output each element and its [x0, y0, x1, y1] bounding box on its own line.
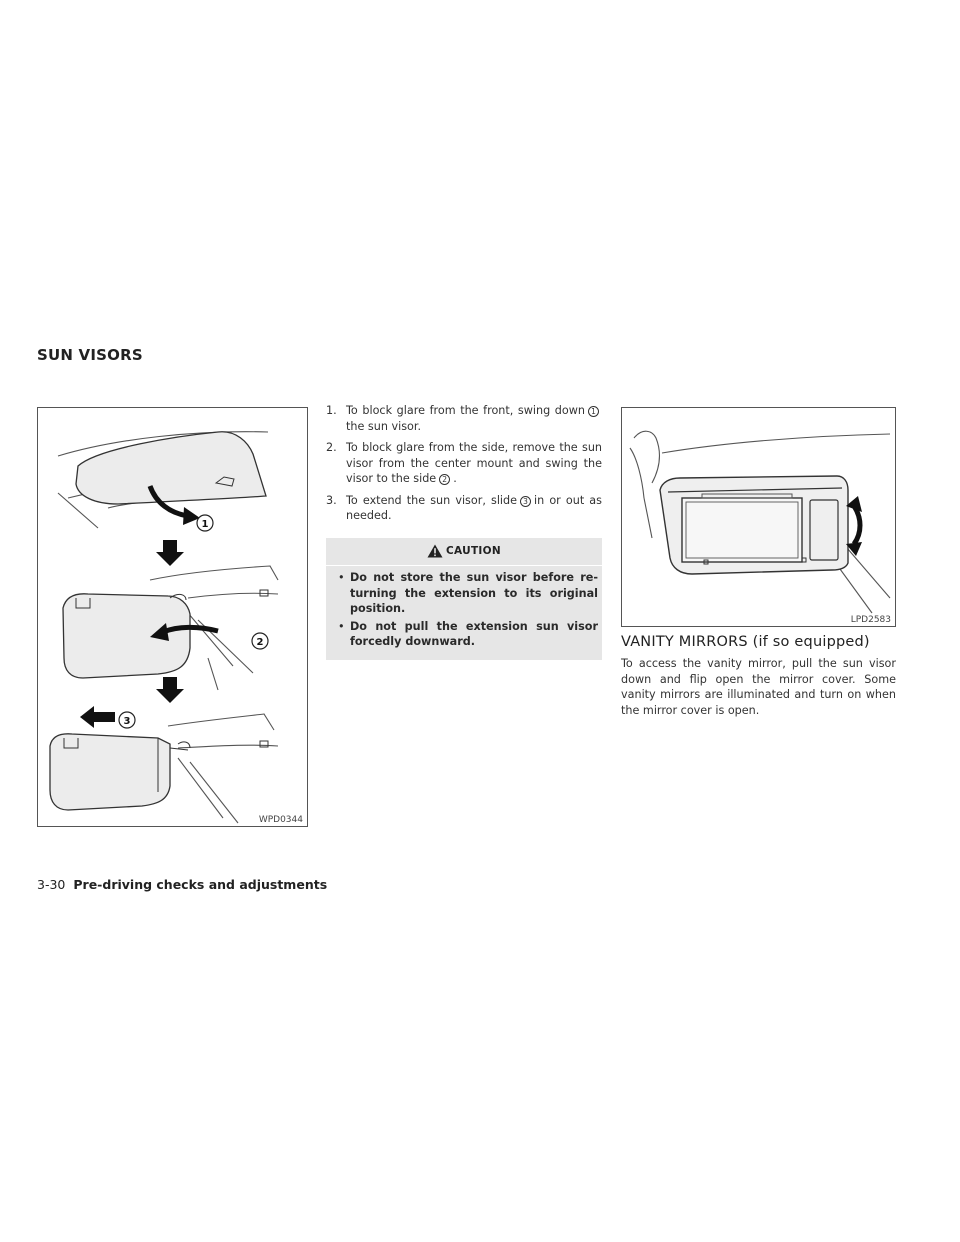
warning-triangle-icon: [427, 544, 443, 558]
step-item: 1. To block glare from the front, swing down 1the sun visor.: [326, 403, 602, 434]
step-item: 2. To block glare from the side, remove the sun visor from the center mount and swing the visor to the side 2 .: [326, 441, 602, 485]
chapter-title: Pre-driving checks and adjustments: [73, 877, 328, 892]
caution-item: • Do not store the sun visor before re-turning the extension to its original position.: [338, 570, 598, 617]
caution-header: [326, 542, 602, 566]
page-number: 3-30: [37, 877, 66, 892]
figure-code: LPD2583: [850, 615, 891, 625]
caution-item: • Do not pull the extension sun visor forcedly downward.: [338, 619, 598, 650]
callout-icon: 2: [439, 474, 450, 485]
step-item: 3. To extend the sun visor, slide 3 in or out as needed.: [326, 493, 602, 522]
steps-list: [326, 403, 602, 524]
divider: [326, 565, 602, 566]
instructions-column: [326, 403, 602, 660]
caution-heading: CAUTION: [446, 544, 501, 557]
vanity-heading: VANITY MIRRORS (if so equipped): [621, 634, 870, 650]
sun-visor-illustration: [38, 408, 309, 828]
callout-icon: 3: [520, 496, 531, 507]
callout-icon: 1: [588, 406, 599, 417]
callout-3-label: 3: [123, 716, 131, 727]
caution-box: [326, 538, 602, 660]
figure-code: WPD0344: [258, 815, 303, 825]
vanity-section: [621, 634, 896, 718]
section-title: SUN VISORS: [37, 346, 143, 364]
vanity-mirror-figure: [621, 407, 896, 627]
callout-2-label: 2: [256, 637, 264, 648]
vanity-mirror-illustration: [622, 408, 897, 628]
caution-list: [326, 570, 602, 650]
callout-1-label: 1: [201, 519, 209, 530]
sun-visor-figure: [37, 407, 308, 827]
page-footer: [37, 877, 327, 892]
vanity-paragraph: To access the vanity mirror, pull the sun visor down and flip open the mirror cover. Some vanity mirrors are illuminated and turn on when the mirror cover is open.: [621, 657, 896, 717]
